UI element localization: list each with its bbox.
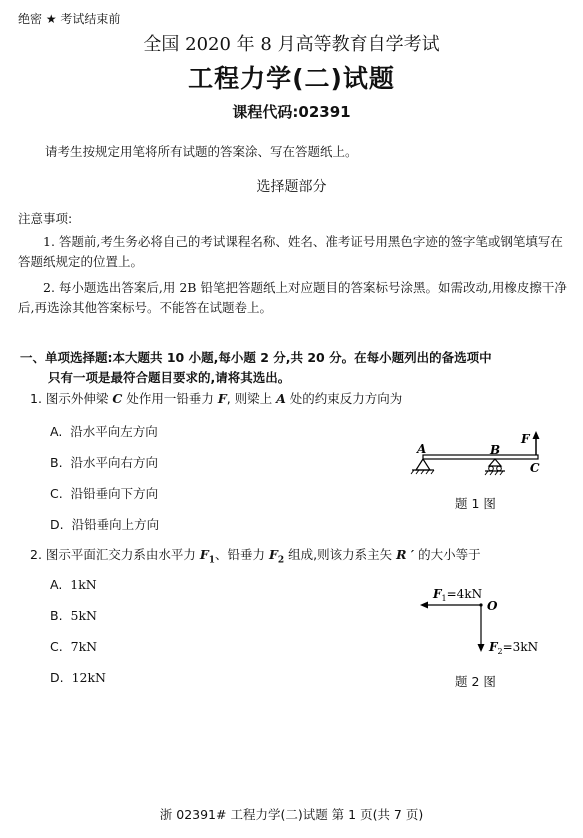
figure-2-caption: 题 2 图: [455, 674, 496, 689]
q1-option-c: C. 沿铅垂向下方向: [50, 486, 159, 501]
figure-1-beam-diagram: [400, 428, 550, 488]
beam: [423, 455, 538, 459]
label-b: B: [490, 443, 501, 457]
q2-option-c: C. 7kN: [50, 639, 98, 654]
label-f: F: [521, 432, 530, 446]
question-2-number: 2.: [30, 547, 42, 562]
exam-title: 全国 2020 年 8 月高等教育自学考试: [143, 34, 440, 55]
q2-option-a: A. 1kN: [50, 577, 97, 592]
note-1: 1. 答题前,考生务必将自己的考试课程名称、姓名、准考证号用黑色字迹的签字笔或钢笔填写在答题纸规定的位置上。: [18, 234, 563, 269]
part1-heading-line1: 一、单项选择题:本大题共 10 小题,每小题 2 分,共 20 分。在每小题列出的备选项中: [20, 350, 492, 365]
label-c: C: [530, 461, 540, 475]
part1-heading-line2: 只有一项是最符合题目要求的,请将其选出。: [48, 370, 291, 385]
roller-support-b: [489, 459, 501, 466]
q1-option-d: D. 沿铅垂向上方向: [50, 517, 160, 532]
page-footer: 浙 02391# 工程力学(二)试题 第 1 页(共 7 页): [159, 807, 424, 822]
section-title: 选择题部分: [256, 179, 327, 195]
question-1-number: 1.: [30, 391, 42, 406]
figure-1-caption: 题 1 图: [455, 496, 496, 511]
label-a: A: [417, 442, 427, 456]
figure-2-force-diagram: [415, 585, 565, 660]
q2-option-d: D. 12kN: [50, 670, 106, 685]
q1-option-b: B. 沿水平向右方向: [50, 455, 159, 470]
notes-label: 注意事项:: [18, 211, 73, 226]
point-o: [479, 603, 482, 606]
q2-option-b: B. 5kN: [50, 608, 97, 623]
instruction-line: 请考生按规定用笔将所有试题的答案涂、写在答题纸上。: [45, 144, 358, 159]
label-f1: $F_1=4kN$: [433, 587, 483, 603]
subject-title: 工程力学(二)试题: [188, 64, 395, 93]
confidential-mark: 绝密 ★ 考试结束前: [18, 12, 121, 26]
q1-option-a: A. 沿水平向左方向: [50, 424, 158, 439]
label-o: O: [487, 599, 498, 613]
question-1-stem: 1. 图示外伸梁 C 处作用一铅垂力 F, 则梁上 A 处的约束反力方向为: [30, 391, 403, 406]
course-code: 课程代码:02391: [232, 103, 351, 121]
label-f2: $F_2=3kN$: [489, 640, 539, 656]
pin-support-a: [416, 459, 430, 470]
note-2: 2. 每小题选出答案后,用 2B 铅笔把答题纸上对应题目的答案标号涂黑。如需改动,用橡皮擦干净后,再选涂其他答案标号。不能答在试题卷上。: [18, 280, 567, 315]
question-2-stem: 2. 图示平面汇交力系由水平力 $F_1$、铅垂力 $F_2$ 组成,则该力系主矢 R ′ 的大小等于: [30, 547, 481, 566]
